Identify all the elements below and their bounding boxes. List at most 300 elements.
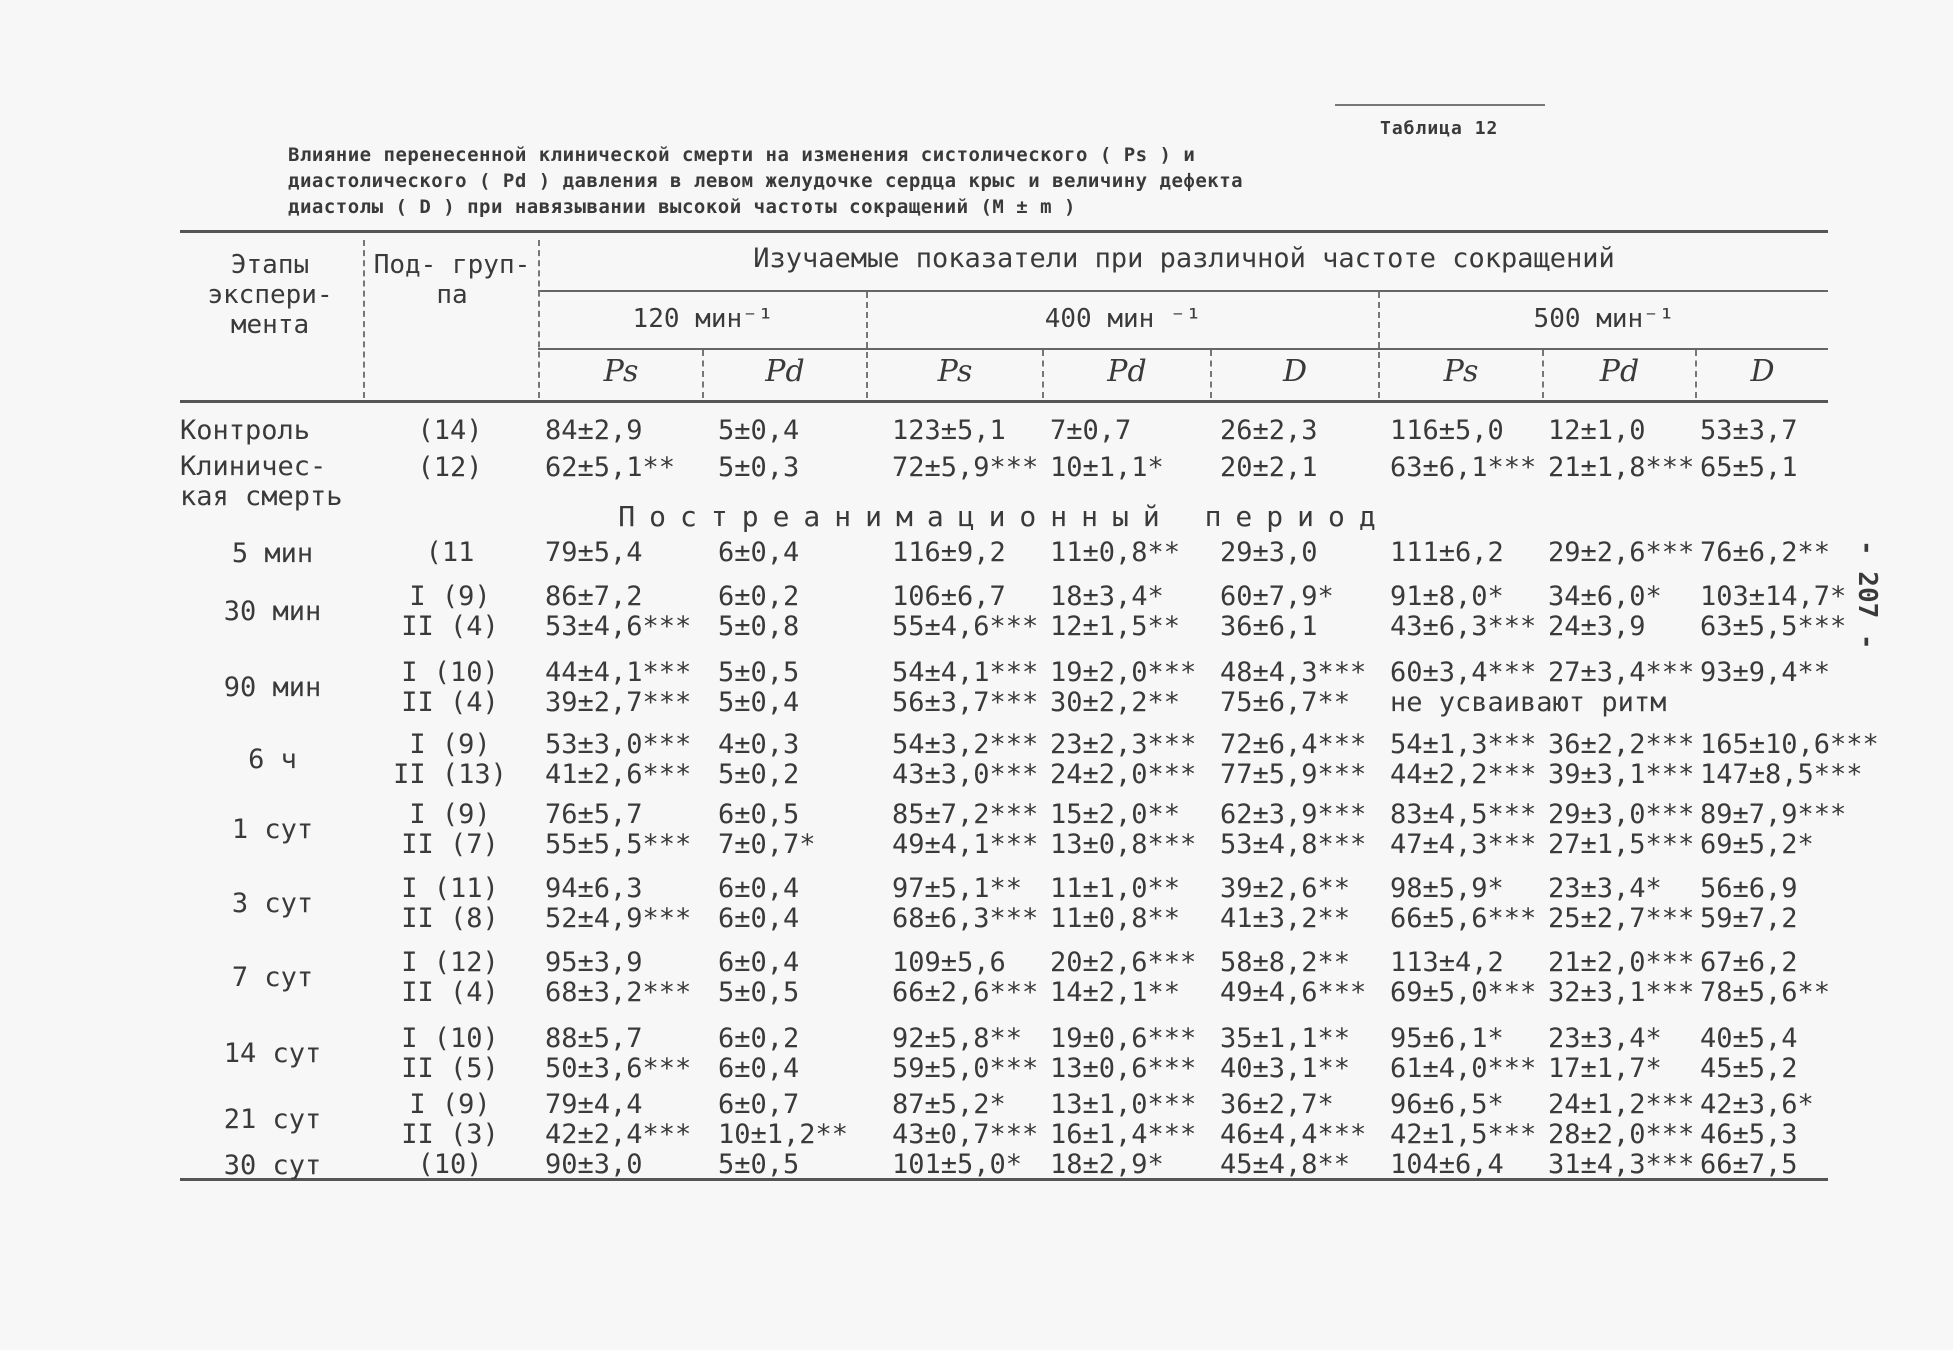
group-line: II (3)	[401, 1119, 499, 1150]
value-line: 60±3,4***	[1390, 657, 1537, 688]
value-line: 40±3,1**	[1220, 1053, 1351, 1084]
header-pd-120: Pd	[765, 354, 805, 389]
value-line: 27±1,5***	[1548, 829, 1695, 860]
value-line: 20±2,6***	[1050, 947, 1197, 978]
value-line: 41±3,2**	[1220, 903, 1351, 934]
value-pd-500	[1548, 1150, 1694, 1180]
value-line: 5±0,5	[718, 1149, 800, 1180]
value-line: 5±0,2	[718, 759, 800, 790]
value-d-500	[1700, 538, 1830, 568]
value-ps-400	[892, 1090, 1038, 1150]
value-pd-400	[1050, 1150, 1164, 1180]
value-line: 36±6,1	[1220, 611, 1318, 642]
value-pd-400	[1050, 582, 1180, 642]
top-rule	[1335, 104, 1545, 106]
stage-cell: 21 сут	[223, 1104, 322, 1135]
value-ps-400	[892, 538, 1006, 568]
value-line: 53±4,8***	[1220, 829, 1367, 860]
value-line: 44±4,1***	[545, 657, 692, 688]
value-ps-500	[1390, 730, 1536, 790]
value-pd-500: 21±1,8***	[1548, 452, 1695, 483]
value-pd-400	[1050, 948, 1196, 1008]
value-ps-120	[545, 658, 691, 718]
group-line: I (9)	[409, 581, 491, 612]
value-line: 28±2,0***	[1548, 1119, 1695, 1150]
value-line: 29±3,0	[1220, 537, 1318, 568]
value-line: 23±3,4*	[1548, 873, 1662, 904]
value-line: 32±3,1***	[1548, 977, 1695, 1008]
value-pd-500: 12±1,0	[1548, 415, 1646, 446]
value-line: 18±3,4*	[1050, 581, 1164, 612]
value-line: 49±4,1***	[892, 829, 1039, 860]
value-ps-120: 62±5,1**	[545, 452, 676, 483]
value-pd-400	[1050, 730, 1196, 790]
value-line: 76±6,2**	[1700, 537, 1831, 568]
value-line: 36±2,7*	[1220, 1089, 1334, 1120]
value-line: 54±4,1***	[892, 657, 1039, 688]
value-line: 35±1,1**	[1220, 1023, 1351, 1054]
value-line: 50±3,6***	[545, 1053, 692, 1084]
value-ps-500	[1390, 1150, 1504, 1180]
header-ps-400: Ps	[937, 354, 973, 389]
value-d-400	[1220, 1150, 1350, 1180]
stage-cell: 30 сут	[223, 1150, 322, 1181]
group-line: II (4)	[401, 687, 499, 718]
group-line: I (9)	[409, 729, 491, 760]
value-ps-500	[1390, 948, 1536, 1008]
stage-cell: 5 мин	[231, 538, 314, 569]
group-line: II (8)	[401, 903, 499, 934]
table-top-rule	[180, 230, 1828, 233]
header-stage: Этапы экспери- мента	[207, 250, 333, 340]
group-cell	[365, 800, 535, 860]
value-pd-500	[1548, 538, 1694, 568]
value-line: 42±2,4***	[545, 1119, 692, 1150]
group-cell	[365, 948, 535, 1008]
header-freq-500: 500 мин⁻¹	[1533, 304, 1675, 334]
value-pd-120	[718, 1150, 799, 1180]
header-pd-400: Pd	[1107, 354, 1147, 389]
value-d-500	[1700, 658, 1830, 688]
value-d-500	[1700, 1090, 1814, 1150]
value-line: 79±5,4	[545, 537, 643, 568]
value-line: 6±0,4	[718, 537, 800, 568]
value-line: 101±5,0*	[892, 1149, 1023, 1180]
value-line: 18±2,9*	[1050, 1149, 1164, 1180]
header-pd-500: Pd	[1599, 354, 1640, 389]
value-d-500: 65±5,1	[1700, 452, 1798, 483]
header-d-400: D	[1282, 354, 1308, 389]
value-line: 39±3,1***	[1548, 759, 1695, 790]
stage-cell: Клиничес- кая смерть	[180, 451, 343, 512]
value-line: 92±5,8**	[892, 1023, 1023, 1054]
value-d-500	[1700, 1150, 1798, 1180]
value-line: 6±0,2	[718, 581, 800, 612]
value-line: 113±4,2	[1390, 947, 1504, 978]
value-line: 5±0,5	[718, 977, 800, 1008]
value-pd-120: 5±0,4	[718, 415, 800, 446]
value-ps-500	[1390, 538, 1504, 568]
value-line: 147±8,5***	[1700, 759, 1863, 790]
value-ps-400	[892, 730, 1038, 790]
group-line: I (9)	[409, 799, 491, 830]
header-main: Изучаемые показатели при различной частоте сокращений	[753, 243, 1615, 274]
stage-cell: 14 сут	[223, 1038, 322, 1069]
value-line: 61±4,0***	[1390, 1053, 1537, 1084]
value-line: 109±5,6	[892, 947, 1006, 978]
value-line: 79±4,4	[545, 1089, 643, 1120]
group-cell	[365, 658, 535, 718]
value-ps-400	[892, 874, 1038, 934]
value-line: 62±3,9***	[1220, 799, 1367, 830]
stage-cell: 7 сут	[231, 962, 314, 993]
value-ps-400	[892, 1024, 1038, 1084]
value-line: 87±5,2*	[892, 1089, 1006, 1120]
value-line: 45±5,2	[1700, 1053, 1798, 1084]
stage-cell: 6 ч	[248, 744, 297, 775]
value-line: 63±5,5***	[1700, 611, 1847, 642]
value-pd-120	[718, 538, 799, 568]
value-line: 75±6,7**	[1220, 687, 1351, 718]
value-line: 24±1,2***	[1548, 1089, 1695, 1120]
value-line: 24±3,9	[1548, 611, 1646, 642]
value-line: 59±5,0***	[892, 1053, 1039, 1084]
value-ps-400	[892, 948, 1038, 1008]
value-line: 7±0,7*	[718, 829, 816, 860]
value-line: 10±1,2**	[718, 1119, 849, 1150]
group-cell	[365, 538, 535, 568]
value-line: 40±5,4	[1700, 1023, 1798, 1054]
value-line: 14±2,1**	[1050, 977, 1181, 1008]
group-line: I (9)	[409, 1089, 491, 1120]
value-line: 97±5,1**	[892, 873, 1023, 904]
value-line: 19±0,6***	[1050, 1023, 1197, 1054]
table-caption	[288, 142, 1688, 220]
group-line: II (4)	[401, 611, 499, 642]
value-line: 69±5,0***	[1390, 977, 1537, 1008]
value-line: 41±2,6***	[545, 759, 692, 790]
value-line: 85±7,2***	[892, 799, 1039, 830]
value-line: 43±6,3***	[1390, 611, 1537, 642]
value-pd-120	[718, 730, 799, 790]
value-line: 59±7,2	[1700, 903, 1798, 934]
value-line: 17±1,7*	[1548, 1053, 1662, 1084]
value-pd-500	[1548, 948, 1694, 1008]
group-cell: (14)	[417, 415, 483, 446]
value-line: 66±2,6***	[892, 977, 1039, 1008]
value-line: 49±4,6***	[1220, 977, 1367, 1008]
value-pd-400	[1050, 1090, 1196, 1150]
group-line: II (7)	[401, 829, 499, 860]
value-line: 24±2,0***	[1050, 759, 1197, 790]
value-line: 23±2,3***	[1050, 729, 1197, 760]
value-line: 5±0,5	[718, 657, 800, 688]
value-line: 42±3,6*	[1700, 1089, 1814, 1120]
group-cell	[365, 874, 535, 934]
header-ps-500: Ps	[1443, 354, 1479, 389]
value-line: 103±14,7*	[1700, 581, 1847, 612]
value-line: 39±2,7***	[545, 687, 692, 718]
group-line: (10)	[417, 1149, 483, 1180]
value-line: 83±4,5***	[1390, 799, 1537, 830]
value-pd-120	[718, 582, 799, 642]
value-ps-500	[1390, 1024, 1536, 1084]
value-line: 4±0,3	[718, 729, 800, 760]
value-ps-500: 116±5,0	[1390, 415, 1504, 446]
value-d-400	[1220, 1090, 1366, 1150]
value-line: 86±7,2	[545, 581, 643, 612]
value-line: 34±6,0*	[1548, 581, 1662, 612]
value-line: 29±2,6***	[1548, 537, 1695, 568]
group-cell	[365, 1090, 535, 1150]
value-d-500	[1700, 1024, 1798, 1084]
value-line: 54±3,2***	[892, 729, 1039, 760]
value-ps-400	[892, 1150, 1022, 1180]
value-pd-120	[718, 1024, 799, 1084]
value-pd-120: 5±0,3	[718, 452, 800, 483]
group-line: (11	[425, 537, 475, 568]
header-d-500: D	[1750, 354, 1775, 389]
value-pd-120	[718, 658, 799, 718]
value-line: 56±3,7***	[892, 687, 1039, 718]
value-line: 68±3,2***	[545, 977, 692, 1008]
value-line: 111±6,2	[1390, 537, 1504, 568]
value-pd-500	[1548, 1090, 1694, 1150]
value-ps-120	[545, 948, 691, 1008]
value-line: 68±6,3***	[892, 903, 1039, 934]
value-line: 88±5,7	[545, 1023, 643, 1054]
value-d-500	[1700, 730, 1879, 790]
value-pd-500	[1548, 1024, 1662, 1084]
value-line: 58±8,2**	[1220, 947, 1351, 978]
value-d-400	[1220, 730, 1366, 790]
value-line: 44±2,2***	[1390, 759, 1537, 790]
value-pd-120	[718, 800, 816, 860]
value-ps-400	[892, 658, 1038, 718]
value-line: 72±6,4***	[1220, 729, 1367, 760]
value-line: 13±0,8***	[1050, 829, 1197, 860]
value-line: 66±7,5	[1700, 1149, 1798, 1180]
value-line: 95±6,1*	[1390, 1023, 1504, 1054]
value-line: 42±1,5***	[1390, 1119, 1537, 1150]
value-line: 116±9,2	[892, 537, 1006, 568]
value-line: 90±3,0	[545, 1149, 643, 1180]
value-ps-500	[1390, 1090, 1536, 1150]
value-line: 43±0,7***	[892, 1119, 1039, 1150]
value-line: 15±2,0**	[1050, 799, 1181, 830]
value-d-500	[1700, 800, 1846, 860]
value-pd-400	[1050, 874, 1180, 934]
value-line: 76±5,7	[545, 799, 643, 830]
divider-stage	[363, 240, 365, 398]
value-line: 21±2,0***	[1548, 947, 1695, 978]
value-pd-120	[718, 948, 799, 1008]
value-line: 23±3,4*	[1548, 1023, 1662, 1054]
header-freq-120: 120 мин⁻¹	[632, 304, 774, 334]
value-line: 36±2,2***	[1548, 729, 1695, 760]
value-d-400: 20±2,1	[1220, 452, 1318, 483]
value-pd-500	[1548, 582, 1662, 642]
group-line: I (10)	[401, 1023, 499, 1054]
value-line: 12±1,5**	[1050, 611, 1181, 642]
value-line: 39±2,6**	[1220, 873, 1351, 904]
value-ps-400	[892, 582, 1038, 642]
value-line: 91±8,0*	[1390, 581, 1504, 612]
value-line: 104±6,4	[1390, 1149, 1504, 1180]
value-d-400	[1220, 582, 1334, 642]
value-line: 6±0,2	[718, 1023, 800, 1054]
stage-cell: 1 сут	[231, 814, 314, 845]
value-line: 31±4,3***	[1548, 1149, 1695, 1180]
value-line: 96±6,5*	[1390, 1089, 1504, 1120]
value-line: 5±0,4	[718, 687, 800, 718]
stage-cell: Контроль	[180, 415, 311, 446]
value-line: 11±1,0**	[1050, 873, 1181, 904]
value-line: 53±4,6***	[545, 611, 692, 642]
value-d-500: 53±3,7	[1700, 415, 1798, 446]
value-line: 94±6,3	[545, 873, 643, 904]
value-line: 165±10,6***	[1700, 729, 1879, 760]
value-line: 48±4,3***	[1220, 657, 1367, 688]
group-line: I (10)	[401, 657, 499, 688]
value-line: 13±0,6***	[1050, 1053, 1197, 1084]
header-freq-400: 400 мин ⁻¹	[1044, 304, 1202, 334]
value-ps-120	[545, 874, 691, 934]
group-line: I (12)	[401, 947, 499, 978]
value-d-400: 26±2,3	[1220, 415, 1318, 446]
table-number: Таблица 12	[1380, 118, 1499, 139]
value-ps-500	[1390, 582, 1536, 642]
value-pd-500	[1548, 730, 1694, 790]
value-ps-500: 63±6,1***	[1390, 452, 1537, 483]
value-d-500	[1700, 948, 1830, 1008]
header-ps-120: Ps	[603, 354, 639, 389]
value-line: 55±5,5***	[545, 829, 692, 860]
value-line: 66±5,6***	[1390, 903, 1537, 934]
group-cell: (12)	[417, 452, 483, 483]
group-cell	[365, 582, 535, 642]
period-label: Постреанимационный период	[618, 500, 1390, 533]
value-d-400	[1220, 658, 1366, 718]
header-rule-1	[538, 290, 1828, 292]
value-line: 45±4,8**	[1220, 1149, 1351, 1180]
value-line: 6±0,4	[718, 903, 800, 934]
value-line: 30±2,2**	[1050, 687, 1181, 718]
group-cell	[365, 1024, 535, 1084]
value-line: 43±3,0***	[892, 759, 1039, 790]
value-line: 29±3,0***	[1548, 799, 1695, 830]
value-pd-400	[1050, 1024, 1196, 1084]
value-pd-400	[1050, 658, 1196, 718]
stage-cell: 90 мин	[223, 672, 322, 703]
value-d-400	[1220, 538, 1318, 568]
value-line: не усваивают ритм	[1390, 687, 1667, 718]
value-line: 93±9,4**	[1700, 657, 1831, 688]
value-line: 46±4,4***	[1220, 1119, 1367, 1150]
group-line: II (13)	[393, 759, 507, 790]
value-line: 13±1,0***	[1050, 1089, 1197, 1120]
value-ps-120	[545, 800, 691, 860]
value-line: 67±6,2	[1700, 947, 1798, 978]
value-ps-500	[1390, 800, 1536, 860]
value-line: 19±2,0***	[1050, 657, 1197, 688]
value-line: 6±0,4	[718, 947, 800, 978]
value-pd-120	[718, 1090, 848, 1150]
value-ps-400: 72±5,9***	[892, 452, 1039, 483]
value-line: 6±0,4	[718, 1053, 800, 1084]
value-line: 89±7,9***	[1700, 799, 1847, 830]
value-ps-400: 123±5,1	[892, 415, 1006, 446]
value-ps-120	[545, 538, 643, 568]
value-ps-120	[545, 582, 691, 642]
group-line: I (11)	[401, 873, 499, 904]
value-d-500	[1700, 582, 1846, 642]
value-d-400	[1220, 1024, 1350, 1084]
value-line: 46±5,3	[1700, 1119, 1798, 1150]
value-line: 53±3,0***	[545, 729, 692, 760]
side-page-number: - 207 -	[1852, 540, 1882, 650]
stage-cell: 30 мин	[223, 596, 322, 627]
value-pd-400	[1050, 800, 1196, 860]
value-line: 98±5,9*	[1390, 873, 1504, 904]
caption-line-3: диастолы ( D ) при навязывании высокой частоты сокращений (M ± m )	[288, 196, 1076, 218]
value-ps-120: 84±2,9	[545, 415, 643, 446]
value-line: 6±0,4	[718, 873, 800, 904]
value-line: 27±3,4***	[1548, 657, 1695, 688]
header-subgroup: Под- груп- па	[373, 250, 531, 310]
value-line: 54±1,3***	[1390, 729, 1537, 760]
value-d-400	[1220, 800, 1366, 860]
value-pd-120	[718, 874, 799, 934]
group-cell	[365, 1150, 535, 1180]
group-cell	[365, 730, 535, 790]
value-line: 6±0,7	[718, 1089, 800, 1120]
value-ps-120	[545, 1090, 691, 1150]
value-line: 52±4,9***	[545, 903, 692, 934]
caption-line-1: Влияние перенесенной клинической смерти на изменения систолического ( Ps ) и	[288, 144, 1196, 166]
value-pd-400: 10±1,1*	[1050, 452, 1164, 483]
value-line: 60±7,9*	[1220, 581, 1334, 612]
value-line: 6±0,5	[718, 799, 800, 830]
group-line: II (4)	[401, 977, 499, 1008]
caption-line-2: диастолического ( Pd ) давления в левом желудочке сердца крыс и величину дефекта	[288, 170, 1244, 192]
value-pd-400	[1050, 538, 1180, 568]
value-d-400	[1220, 948, 1366, 1008]
value-line: 11±0,8**	[1050, 537, 1181, 568]
header-bottom-rule	[180, 400, 1828, 403]
value-line: 56±6,9	[1700, 873, 1798, 904]
value-ps-400	[892, 800, 1038, 860]
value-d-500	[1700, 874, 1798, 934]
value-ps-500	[1390, 874, 1536, 934]
value-line: 11±0,8**	[1050, 903, 1181, 934]
header-rule-2	[538, 348, 1828, 350]
value-ps-120	[545, 1024, 691, 1084]
value-line: 5±0,8	[718, 611, 800, 642]
value-line: 78±5,6**	[1700, 977, 1831, 1008]
value-line: 77±5,9***	[1220, 759, 1367, 790]
value-line: 25±2,7***	[1548, 903, 1695, 934]
value-d-400	[1220, 874, 1350, 934]
value-line: 95±3,9	[545, 947, 643, 978]
value-line: 69±5,2*	[1700, 829, 1814, 860]
value-pd-500	[1548, 874, 1694, 934]
value-ps-120	[545, 1150, 643, 1180]
stage-cell: 3 сут	[231, 888, 314, 919]
value-line: 16±1,4***	[1050, 1119, 1197, 1150]
value-pd-400: 7±0,7	[1050, 415, 1132, 446]
value-pd-500	[1548, 658, 1694, 688]
